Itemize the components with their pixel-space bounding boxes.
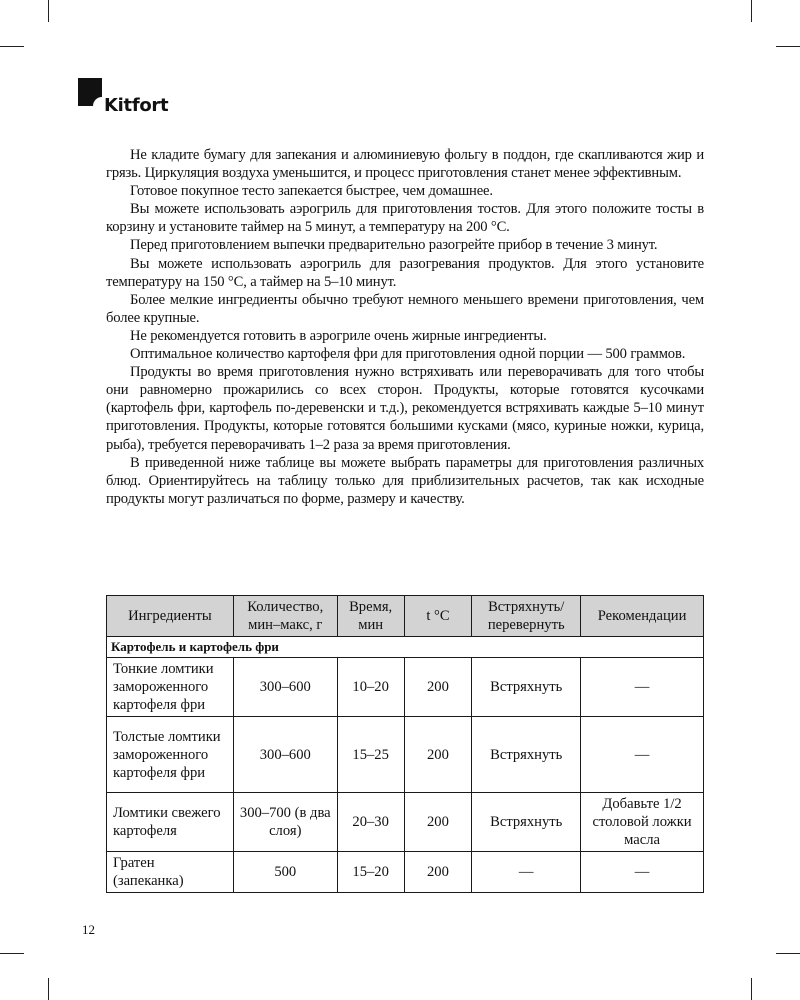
- cell-temp: 200: [404, 852, 472, 893]
- cell-time: 15–25: [337, 717, 404, 793]
- cell-name: Ломтики свежего картофеля: [107, 793, 234, 852]
- cell-recommendation: Добавьте 1/2 столовой ложки масла: [581, 793, 704, 852]
- cell-shake: —: [472, 852, 581, 893]
- cell-shake: Встряхнуть: [472, 717, 581, 793]
- page-number: 12: [82, 922, 95, 937]
- cell-quantity: 300–600: [233, 717, 337, 793]
- crop-mark: [48, 0, 49, 22]
- cell-quantity: 500: [233, 852, 337, 893]
- header-shake: Встряхнуть/ перевернуть: [472, 596, 581, 637]
- header-ingredients: Ингредиенты: [107, 596, 234, 637]
- crop-mark: [48, 978, 49, 1000]
- section-title: Картофель и картофель фри: [107, 637, 704, 658]
- cell-name: Тонкие ломтики замороженного картофеля фри: [107, 658, 234, 717]
- cell-quantity: 300–700 (в два слоя): [233, 793, 337, 852]
- paragraph: Не рекомендуется готовить в аэрогриле очень жирные ингредиенты.: [130, 327, 547, 344]
- paragraph: Более мелкие ингредиенты обычно требуют немного меньшего времени приготовления, чем более крупные.: [106, 291, 704, 326]
- paragraph: Вы можете использовать аэрогриль для приготовления тостов. Для этого положите тосты в корзину и установите таймер на 5 минут, а температуру на 200 °С.: [106, 201, 704, 236]
- cell-time: 10–20: [337, 658, 404, 717]
- crop-mark: [776, 953, 800, 954]
- cell-quantity: 300–600: [233, 658, 337, 717]
- cell-recommendation: —: [581, 852, 704, 893]
- paragraph: В приведенной ниже таблице вы можете выбрать параметры для приготовления различных блюд. Ориентируйтесь на таблицу только для приблизительных расчетов, так как исходные продукты могут различаться по форме, размеру и качеству.: [106, 454, 704, 507]
- header-quantity: Количество, мин–макс, г: [233, 596, 337, 637]
- header-time: Время, мин: [337, 596, 404, 637]
- crop-mark: [0, 46, 24, 47]
- cell-shake: Встряхнуть: [472, 658, 581, 717]
- header-recommendations: Рекомендации: [581, 596, 704, 637]
- table-section-row: [107, 637, 704, 658]
- cell-name: Толстые ломтики замороженного картофеля фри: [107, 717, 234, 793]
- table-row: [107, 852, 704, 893]
- cell-recommendation: —: [581, 658, 704, 717]
- cell-temp: 200: [404, 717, 472, 793]
- cell-temp: 200: [404, 658, 472, 717]
- table-header-row: [107, 596, 704, 637]
- cell-temp: 200: [404, 793, 472, 852]
- table-row: [107, 717, 704, 793]
- cell-name: Гратен (запеканка): [107, 852, 234, 893]
- crop-mark: [751, 0, 752, 22]
- cell-time: 15–20: [337, 852, 404, 893]
- paragraph: Продукты во время приготовления нужно встряхивать или переворачивать для того чтобы они равномерно прожарились со всех сторон. Продукты, которые готовятся кусочками (картофель фри, картофель по-деревенски и т.д.), рекомендуется встряхивать каждые 5–10 минут приготовления. Продукты, которые готовятся большими кусками (мясо, куриные ножки, курица, рыба), требуется переворачивать 1–2 раза за время приготовления.: [106, 364, 704, 453]
- header-temperature: t °С: [404, 596, 472, 637]
- brand-name: Kitfort: [104, 95, 169, 116]
- paragraph: Не кладите бумагу для запекания и алюминиевую фольгу в поддон, где скапливаются жир и грязь. Циркуляция воздуха уменьшится, и процесс приготовления станет менее эффективным.: [106, 147, 704, 182]
- paragraph: Вы можете использовать аэрогриль для разогревания продуктов. Для этого установите температуру на 150 °С, а таймер на 5–10 минут.: [106, 255, 704, 290]
- cooking-table: [106, 595, 704, 893]
- table-row: [107, 658, 704, 717]
- brand-logo: [78, 78, 168, 122]
- paragraph: Перед приготовлением выпечки предварительно разогрейте прибор в течение 3 минут.: [130, 237, 658, 254]
- crop-mark: [776, 46, 800, 47]
- cell-recommendation: —: [581, 717, 704, 793]
- logo-mark-icon: [78, 78, 102, 106]
- paragraph: Оптимальное количество картофеля фри для приготовления одной порции — 500 граммов.: [130, 346, 686, 363]
- table-row: [107, 793, 704, 852]
- paragraph: Готовое покупное тесто запекается быстрее, чем домашнее.: [130, 183, 493, 200]
- crop-mark: [0, 953, 24, 954]
- crop-mark: [751, 978, 752, 1000]
- cell-time: 20–30: [337, 793, 404, 852]
- body-text: [106, 146, 704, 508]
- cell-shake: Встряхнуть: [472, 793, 581, 852]
